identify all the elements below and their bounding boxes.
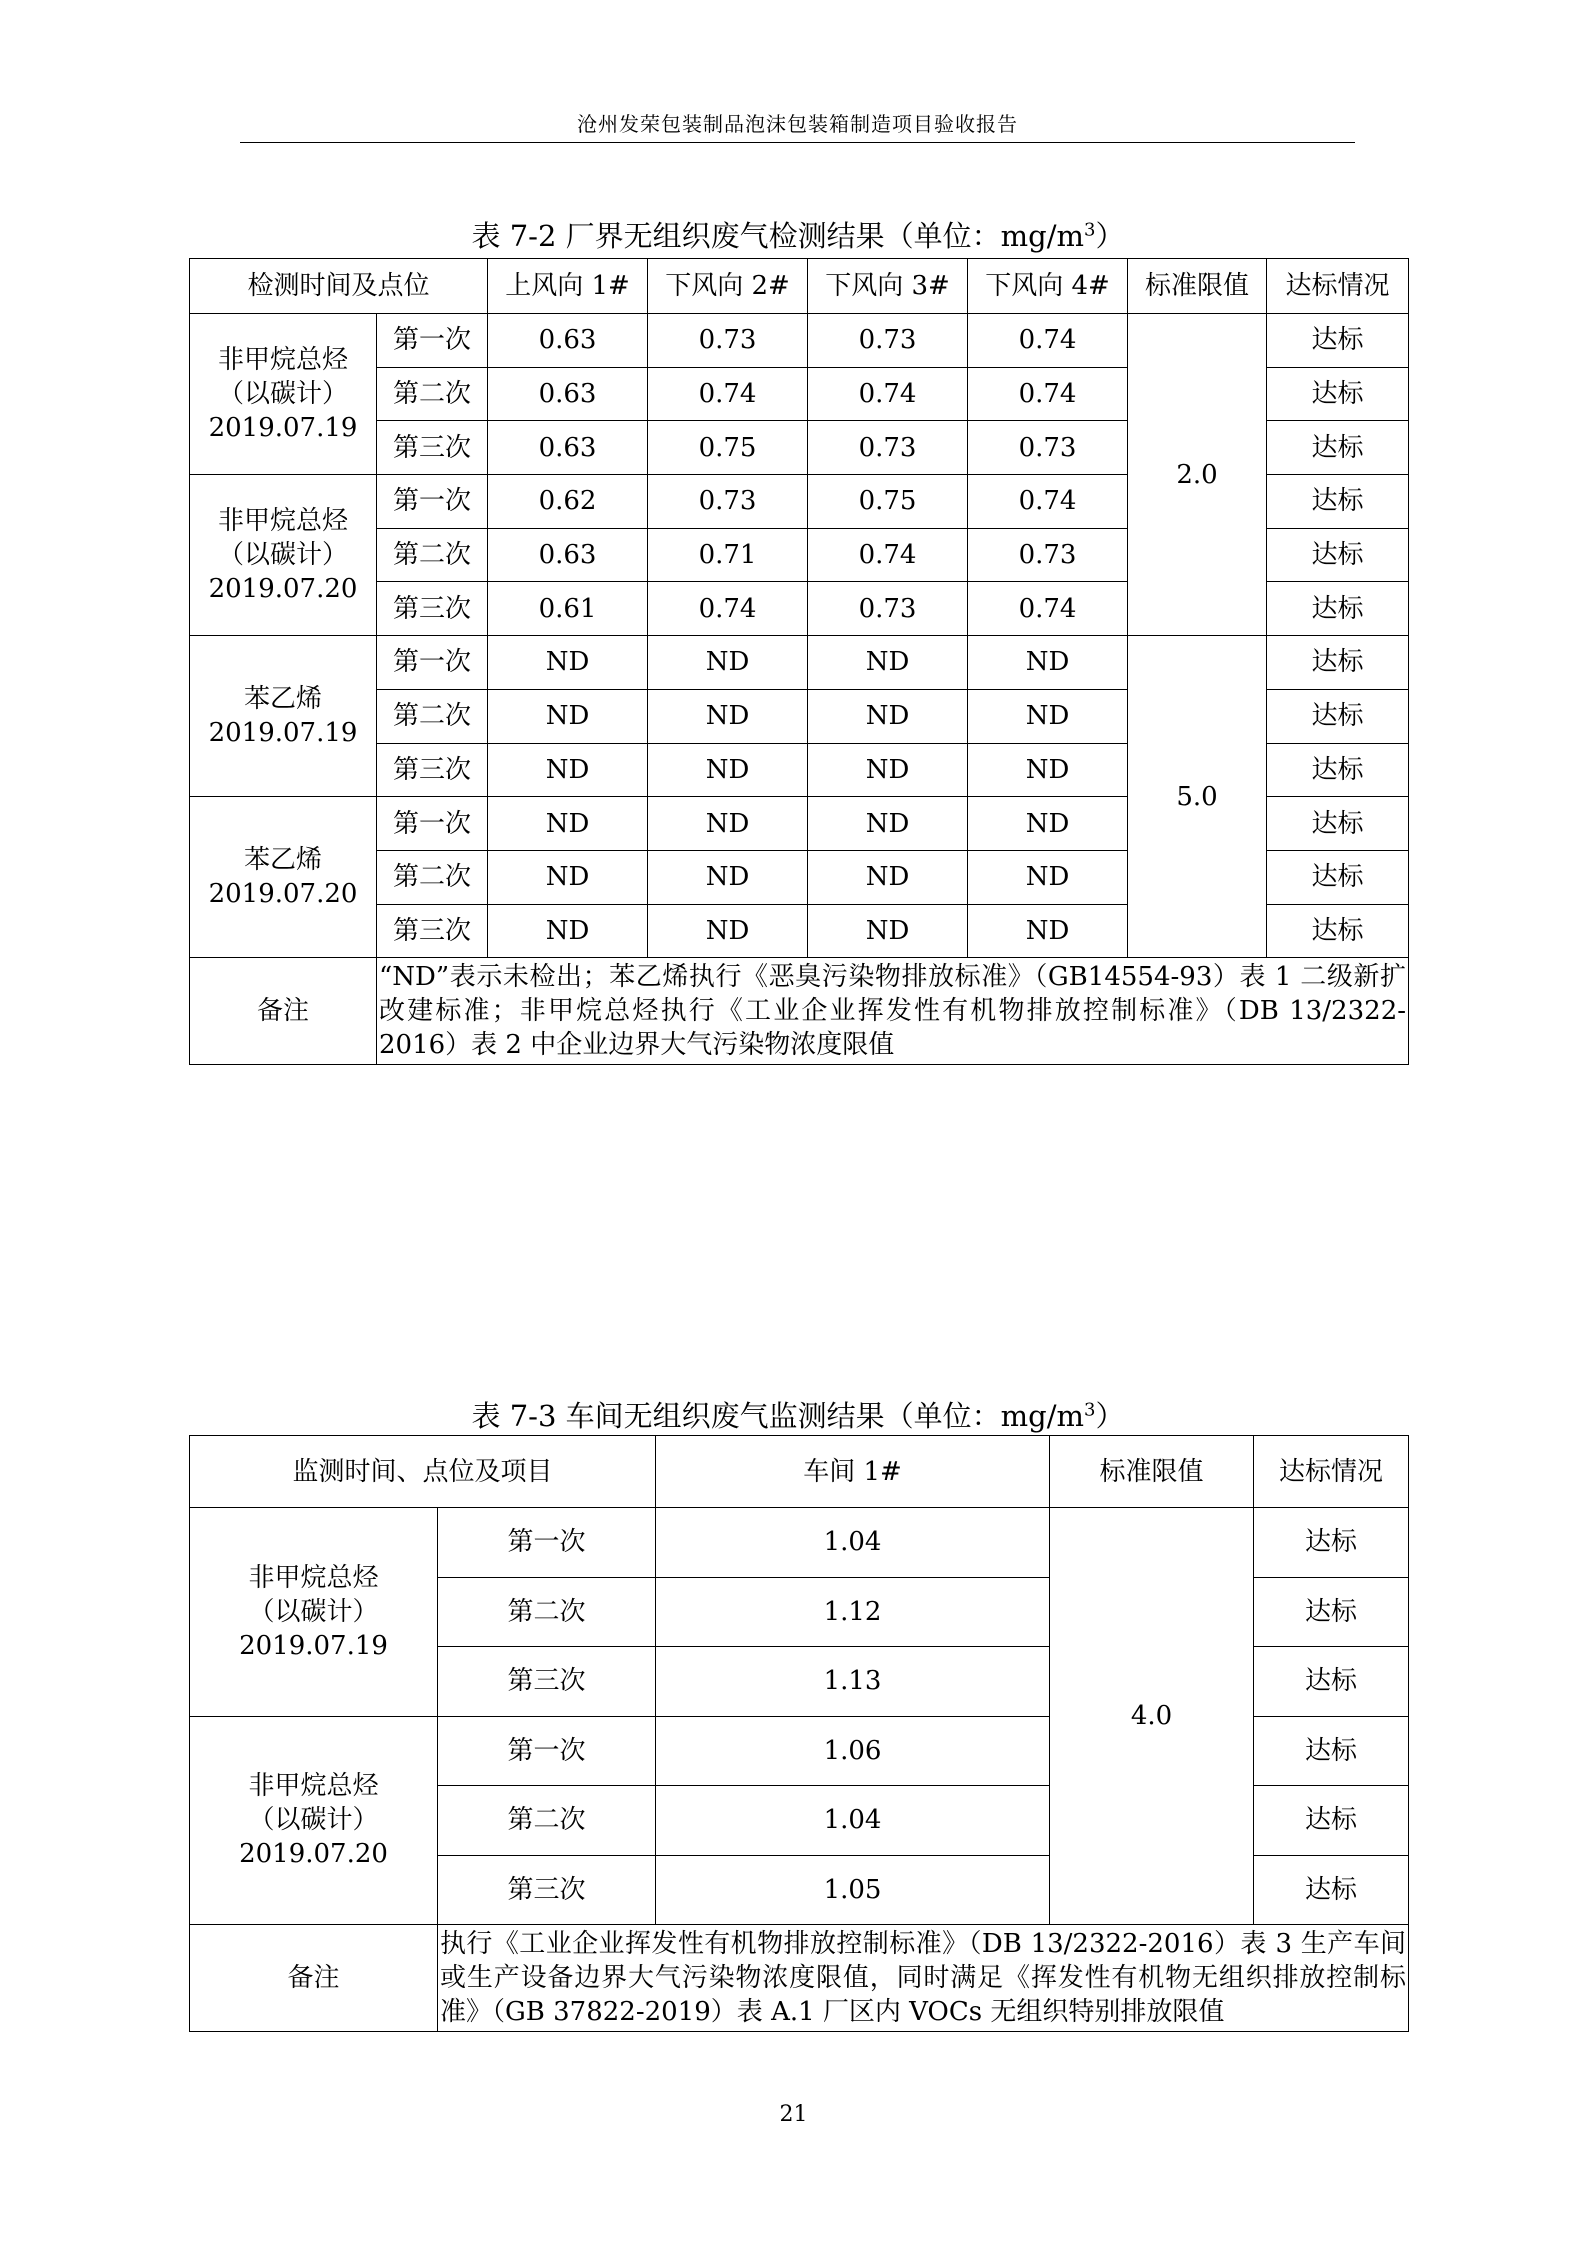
status-cell: 达标 <box>1267 314 1409 368</box>
table1-header-cell: 检测时间及点位 <box>190 259 488 314</box>
value-cell: ND <box>808 743 968 797</box>
value-cell: ND <box>488 636 648 690</box>
value-cell: 0.74 <box>968 367 1128 421</box>
value-cell: 0.73 <box>648 475 808 529</box>
row-label: 第三次 <box>377 421 488 475</box>
group-name-line: 2019.07.20 <box>208 879 358 910</box>
row-label: 第一次 <box>377 314 488 368</box>
table1-header-cell: 下风向 2# <box>648 259 808 314</box>
group-name-line: 苯乙烯 <box>243 845 322 876</box>
value-cell: ND <box>968 689 1128 743</box>
group-name-line: 非甲烷总烃 <box>248 1771 379 1802</box>
row-label: 第一次 <box>438 1716 656 1786</box>
value-cell: 0.63 <box>488 421 648 475</box>
value-cell: ND <box>968 636 1128 690</box>
table2-header-row <box>190 1436 1409 1508</box>
group-name-line: 2019.07.20 <box>239 1839 388 1870</box>
value-cell: ND <box>808 797 968 851</box>
value-cell: 0.73 <box>968 421 1128 475</box>
table1-group-cell <box>190 797 377 958</box>
note-text: 执行《工业企业挥发性有机物排放控制标准》（DB 13/2322-2016）表 3 生产车间或生产设备边界大气污染物浓度限值，同时满足《挥发性有机物无组织排放控制标准》（GB 37822-2019）表 A.1 厂区内 VOCs 无组织特别排放限值 <box>438 1925 1409 2032</box>
table1-caption-text: 表 7-2 厂界无组织废气检测结果（单位：mg/m <box>471 219 1084 253</box>
value-cell: ND <box>648 797 808 851</box>
status-cell: 达标 <box>1267 582 1409 636</box>
value-cell: ND <box>968 904 1128 958</box>
status-cell: 达标 <box>1267 528 1409 582</box>
group-name-line: （以碳计） <box>217 540 348 571</box>
table-row <box>190 314 1409 368</box>
row-label: 第一次 <box>377 475 488 529</box>
value-cell: ND <box>808 636 968 690</box>
status-cell: 达标 <box>1267 797 1409 851</box>
row-label: 第一次 <box>377 797 488 851</box>
row-label: 第三次 <box>377 582 488 636</box>
table1-header-cell: 标准限值 <box>1128 259 1267 314</box>
status-cell: 达标 <box>1254 1716 1409 1786</box>
table2-caption-close: ） <box>1095 1399 1125 1433</box>
value-cell: 0.63 <box>488 314 648 368</box>
value-cell: ND <box>648 850 808 904</box>
table2-header-cell: 达标情况 <box>1254 1436 1409 1508</box>
table1-group-cell <box>190 314 377 475</box>
group-name-line: 非甲烷总烃 <box>217 345 348 376</box>
value-cell: 0.73 <box>808 582 968 636</box>
status-cell: 达标 <box>1254 1647 1409 1717</box>
value-cell: 0.63 <box>488 367 648 421</box>
row-label: 第二次 <box>377 528 488 582</box>
table1-group-cell <box>190 636 377 797</box>
value-cell: 0.74 <box>968 314 1128 368</box>
status-cell: 达标 <box>1254 1508 1409 1578</box>
group-name-line: （以碳计） <box>217 379 348 410</box>
table2-header-cell: 标准限值 <box>1050 1436 1254 1508</box>
note-label: 备注 <box>190 1925 438 2032</box>
group-name-line: 2019.07.19 <box>208 718 358 749</box>
value-cell: ND <box>808 850 968 904</box>
value-cell: ND <box>648 636 808 690</box>
table1-header-cell: 上风向 1# <box>488 259 648 314</box>
row-label: 第二次 <box>377 689 488 743</box>
value-cell: ND <box>968 797 1128 851</box>
limit-cell: 2.0 <box>1128 314 1267 636</box>
value-cell: ND <box>488 689 648 743</box>
value-cell: 0.73 <box>968 528 1128 582</box>
row-label: 第一次 <box>438 1508 656 1578</box>
value-cell: 0.74 <box>968 475 1128 529</box>
table-workshop <box>189 1435 1409 2032</box>
row-label: 第二次 <box>438 1577 656 1647</box>
value-cell: ND <box>488 904 648 958</box>
note-text: “ND”表示未检出；苯乙烯执行《恶臭污染物排放标准》（GB14554-93）表 1 二级新扩改建标准；非甲烷总烃执行《工业企业挥发性有机物排放控制标准》（DB 13/2322-2016）表 2 中企业边界大气污染物浓度限值 <box>377 958 1409 1065</box>
table-row <box>190 636 1409 690</box>
row-label: 第三次 <box>377 904 488 958</box>
group-name-line: （以碳计） <box>248 1596 379 1627</box>
value-cell: 0.73 <box>648 314 808 368</box>
group-name-line: 2019.07.19 <box>239 1630 388 1661</box>
table-factory-boundary <box>189 258 1409 1065</box>
group-name-line: 2019.07.19 <box>208 413 358 444</box>
status-cell: 达标 <box>1254 1577 1409 1647</box>
value-cell: 0.74 <box>648 582 808 636</box>
row-label: 第二次 <box>438 1786 656 1856</box>
row-label: 第三次 <box>438 1647 656 1717</box>
table1-caption-sup: 3 <box>1084 219 1096 241</box>
value-cell: ND <box>648 743 808 797</box>
row-label: 第三次 <box>377 743 488 797</box>
status-cell: 达标 <box>1267 636 1409 690</box>
value-cell: ND <box>488 850 648 904</box>
value-cell: 0.75 <box>648 421 808 475</box>
table1-header-row <box>190 259 1409 314</box>
value-cell: 1.13 <box>656 1647 1050 1717</box>
status-cell: 达标 <box>1267 367 1409 421</box>
row-label: 第二次 <box>377 850 488 904</box>
value-cell: ND <box>808 689 968 743</box>
table2-caption <box>188 1394 1408 1435</box>
value-cell: 0.73 <box>808 314 968 368</box>
group-name-line: 2019.07.20 <box>208 574 358 605</box>
status-cell: 达标 <box>1267 475 1409 529</box>
value-cell: 1.05 <box>656 1855 1050 1925</box>
table2-group-cell <box>190 1716 438 1925</box>
row-label: 第二次 <box>377 367 488 421</box>
value-cell: 0.62 <box>488 475 648 529</box>
limit-cell: 4.0 <box>1050 1508 1254 1925</box>
value-cell: 0.74 <box>648 367 808 421</box>
status-cell: 达标 <box>1254 1855 1409 1925</box>
value-cell: 0.71 <box>648 528 808 582</box>
value-cell: ND <box>648 689 808 743</box>
value-cell: 0.73 <box>808 421 968 475</box>
value-cell: 0.74 <box>808 367 968 421</box>
value-cell: 1.12 <box>656 1577 1050 1647</box>
table1-header-cell: 达标情况 <box>1267 259 1409 314</box>
table2-caption-sup: 3 <box>1084 1399 1096 1421</box>
note-label: 备注 <box>190 958 377 1065</box>
table2-header-cell: 车间 1# <box>656 1436 1050 1508</box>
table1-header-cell: 下风向 4# <box>968 259 1128 314</box>
value-cell: 1.04 <box>656 1508 1050 1578</box>
table2-header-cell: 监测时间、点位及项目 <box>190 1436 656 1508</box>
page-header: 沧州发荣包装制品泡沫包装箱制造项目验收报告 <box>577 112 1018 136</box>
header-rule <box>240 142 1355 143</box>
table2-group-cell <box>190 1508 438 1717</box>
status-cell: 达标 <box>1267 743 1409 797</box>
row-label: 第三次 <box>438 1855 656 1925</box>
status-cell: 达标 <box>1254 1786 1409 1856</box>
value-cell: 0.63 <box>488 528 648 582</box>
value-cell: 1.04 <box>656 1786 1050 1856</box>
group-name-line: 苯乙烯 <box>243 684 322 715</box>
value-cell: 0.74 <box>808 528 968 582</box>
status-cell: 达标 <box>1267 904 1409 958</box>
status-cell: 达标 <box>1267 850 1409 904</box>
status-cell: 达标 <box>1267 689 1409 743</box>
table2-caption-text: 表 7-3 车间无组织废气监测结果（单位：mg/m <box>471 1399 1084 1433</box>
table1-header-cell: 下风向 3# <box>808 259 968 314</box>
group-name-line: 非甲烷总烃 <box>217 506 348 537</box>
table2-note-row <box>190 1925 1409 2032</box>
group-name-line: 非甲烷总烃 <box>248 1562 379 1593</box>
table1-group-cell <box>190 475 377 636</box>
value-cell: 0.61 <box>488 582 648 636</box>
value-cell: 1.06 <box>656 1716 1050 1786</box>
row-label: 第一次 <box>377 636 488 690</box>
value-cell: ND <box>968 743 1128 797</box>
group-name-line: （以碳计） <box>248 1805 379 1836</box>
page-number: 21 <box>779 2102 808 2127</box>
value-cell: ND <box>648 904 808 958</box>
limit-cell: 5.0 <box>1128 636 1267 958</box>
table-row <box>190 1508 1409 1578</box>
value-cell: ND <box>968 850 1128 904</box>
table1-note-row <box>190 958 1409 1065</box>
value-cell: 0.74 <box>968 582 1128 636</box>
value-cell: ND <box>488 743 648 797</box>
value-cell: ND <box>808 904 968 958</box>
table1-caption-close: ） <box>1095 219 1125 253</box>
value-cell: ND <box>488 797 648 851</box>
table1-caption <box>188 214 1408 255</box>
value-cell: 0.75 <box>808 475 968 529</box>
status-cell: 达标 <box>1267 421 1409 475</box>
